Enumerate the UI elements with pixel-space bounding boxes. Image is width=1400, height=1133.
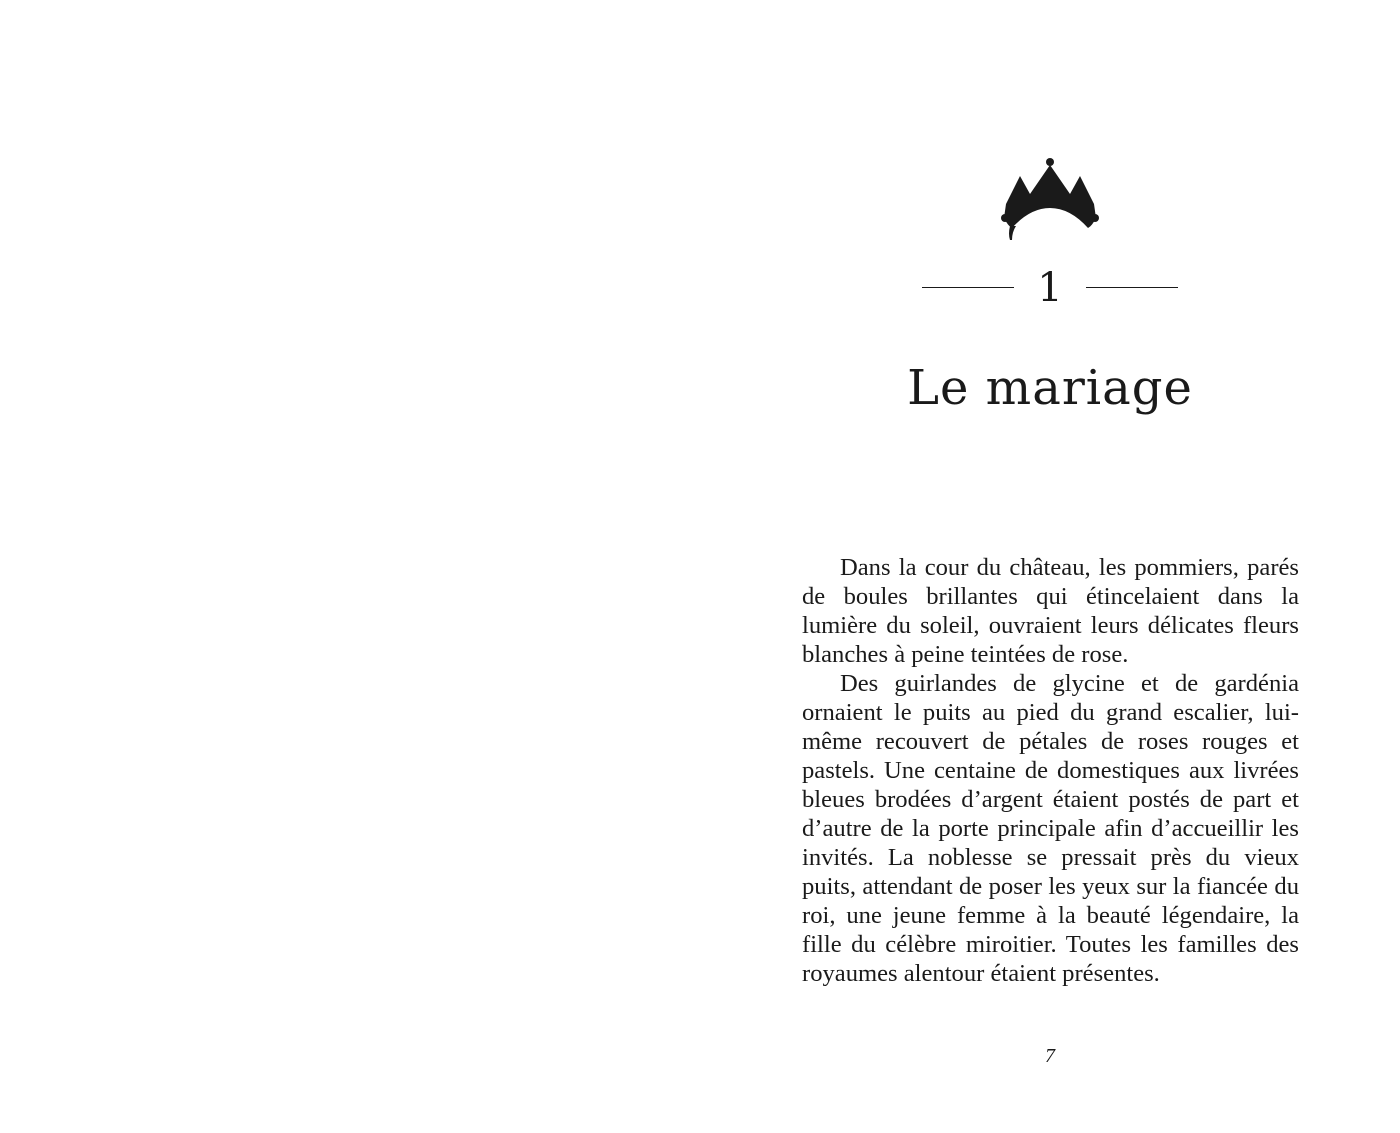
chapter-number: 1 <box>1037 265 1063 311</box>
chapter-title: Le mariage <box>907 360 1193 416</box>
body-text <box>802 553 1299 988</box>
page-number: 7 <box>1045 1045 1055 1067</box>
crown-icon <box>1000 156 1100 242</box>
paragraph: Dans la cour du château, les pommiers, parés de boules brillantes qui étincelaient dans la lumière du soleil, ouvraient leurs délicates fleurs blanches à peine teintées de rose. <box>802 554 1299 668</box>
chapter-rule-left <box>922 287 1014 288</box>
paragraph: Des guirlandes de glycine et de gardénia ornaient le puits au pied du grand escalier, lui-même recouvert de pétales de roses rouges et pastels. Une centaine de domestiques aux livrées bleues brodées d’argent étaient postés de part et d’autre de la porte principale afin d’accueillir les invités. La noblesse se pressait près du vieux puits, attendant de poser les yeux sur la fiancée du roi, une jeune femme à la beauté légendaire, la fille du célèbre miroitier. Toutes les familles des royaumes alentour étaient présentes. <box>802 670 1299 987</box>
chapter-rule-right <box>1086 287 1178 288</box>
